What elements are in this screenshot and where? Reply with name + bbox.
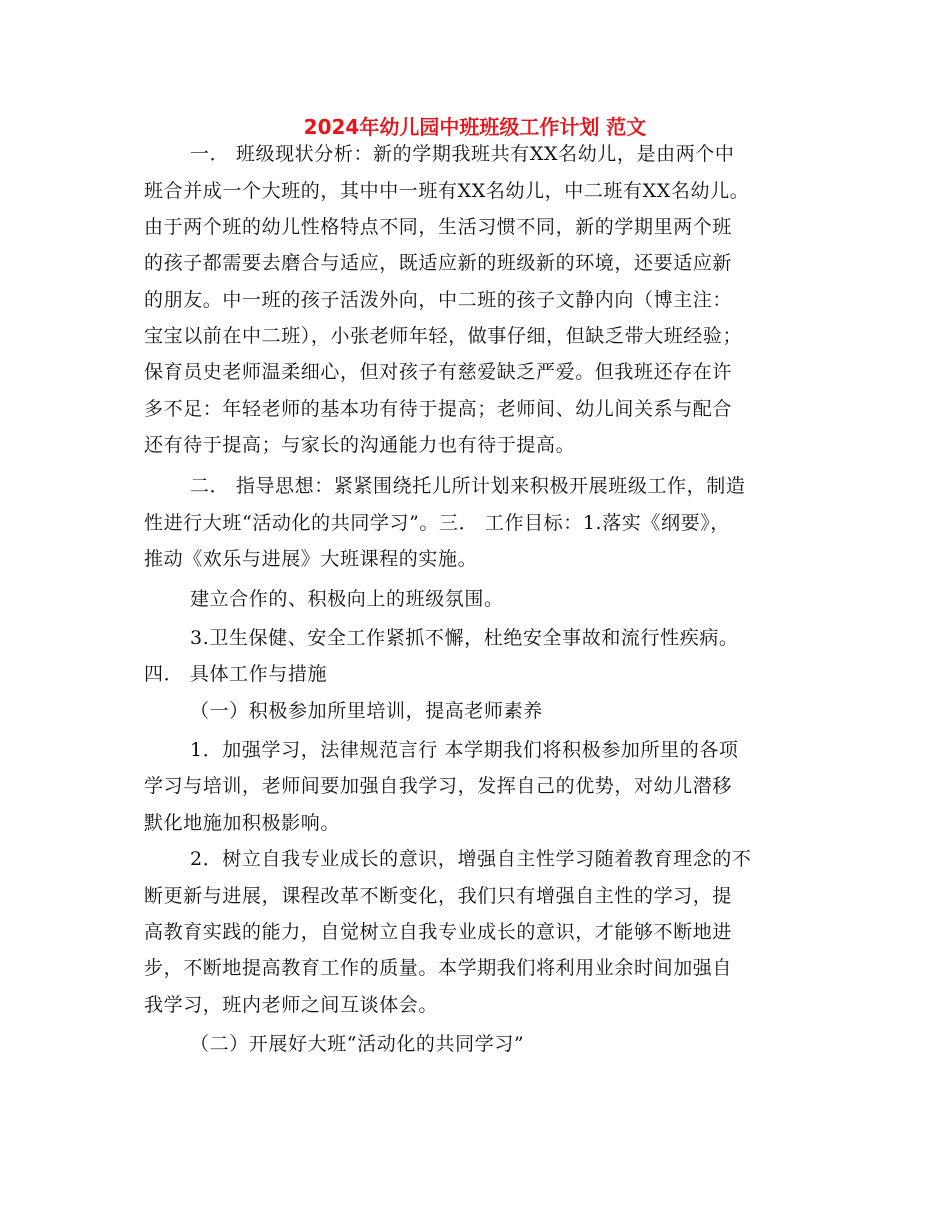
document-title: 2024年幼儿园中班班级工作计划 范文 (303, 115, 647, 139)
text-line: （一）积极参加所里培训，提高老师素养 (190, 700, 543, 722)
text-line: 性进行大班“活动化的共同学习”。三． 工作目标：1.落实《纲要》， (144, 512, 730, 534)
text-line: 2．树立自我专业成长的意识，增强自主性学习随着教育理念的不 (190, 848, 752, 870)
text-line: 我学习，班内老师之间互谈体会。 (144, 994, 439, 1016)
text-line: （二）开展好大班“活动化的共同学习” (190, 1033, 525, 1055)
text-line: 学习与培训，老师间要加强自我学习，发挥自己的优势，对幼儿潜移 (144, 775, 733, 797)
text-line: 高教育实践的能力，自觉树立自我专业成长的意识，才能够不断地进 (144, 921, 733, 943)
text-line: 由于两个班的幼儿性格特点不同，生活习惯不同，新的学期里两个班 (144, 216, 733, 238)
text-line: 多不足：年轻老师的基本功有待于提高；老师间、幼儿间关系与配合 (144, 398, 733, 420)
text-line: 班合并成一个大班的，其中中一班有XX名幼儿，中二班有XX名幼儿。 (144, 180, 750, 202)
text-line: 建立合作的、积极向上的班级氛围。 (190, 588, 504, 610)
text-line: 保育员史老师温柔细心，但对孩子有慈爱缺乏严爱。但我班还存在许 (144, 361, 733, 383)
text-line: 3.卫生保健、安全工作紧抓不懈，杜绝安全事故和流行性疾病。 (190, 627, 739, 649)
text-line: 一． 班级现状分析：新的学期我班共有XX名幼儿，是由两个中 (190, 143, 735, 165)
text-line: 步，不断地提高教育工作的质量。本学期我们将利用业余时间加强自 (144, 957, 733, 979)
text-line: 的孩子都需要去磨合与适应，既适应新的班级新的环境，还要适应新 (144, 252, 733, 274)
text-line: 1．加强学习，法律规范言行 本学期我们将积极参加所里的各项 (190, 739, 739, 761)
text-line: 断更新与进展，课程改革不断变化，我们只有增强自主性的学习，提 (144, 885, 733, 907)
text-line: 还有待于提高；与家长的沟通能力也有待于提高。 (144, 434, 576, 456)
text-line: 默化地施加积极影响。 (144, 812, 341, 834)
text-line: 二． 指导思想：紧紧围绕托儿所计划来积极开展班级工作，制造 (190, 475, 746, 497)
text-line: 四． 具体工作与措施 (144, 663, 328, 685)
text-line: 宝宝以前在中二班），小张老师年轻，做事仔细，但缺乏带大班经验； (144, 325, 743, 347)
text-line: 的朋友。中一班的孩子活泼外向，中二班的孩子文静内向（博主注： (144, 289, 733, 311)
text-line: 推动《欢乐与进展》大班课程的实施。 (144, 548, 478, 570)
